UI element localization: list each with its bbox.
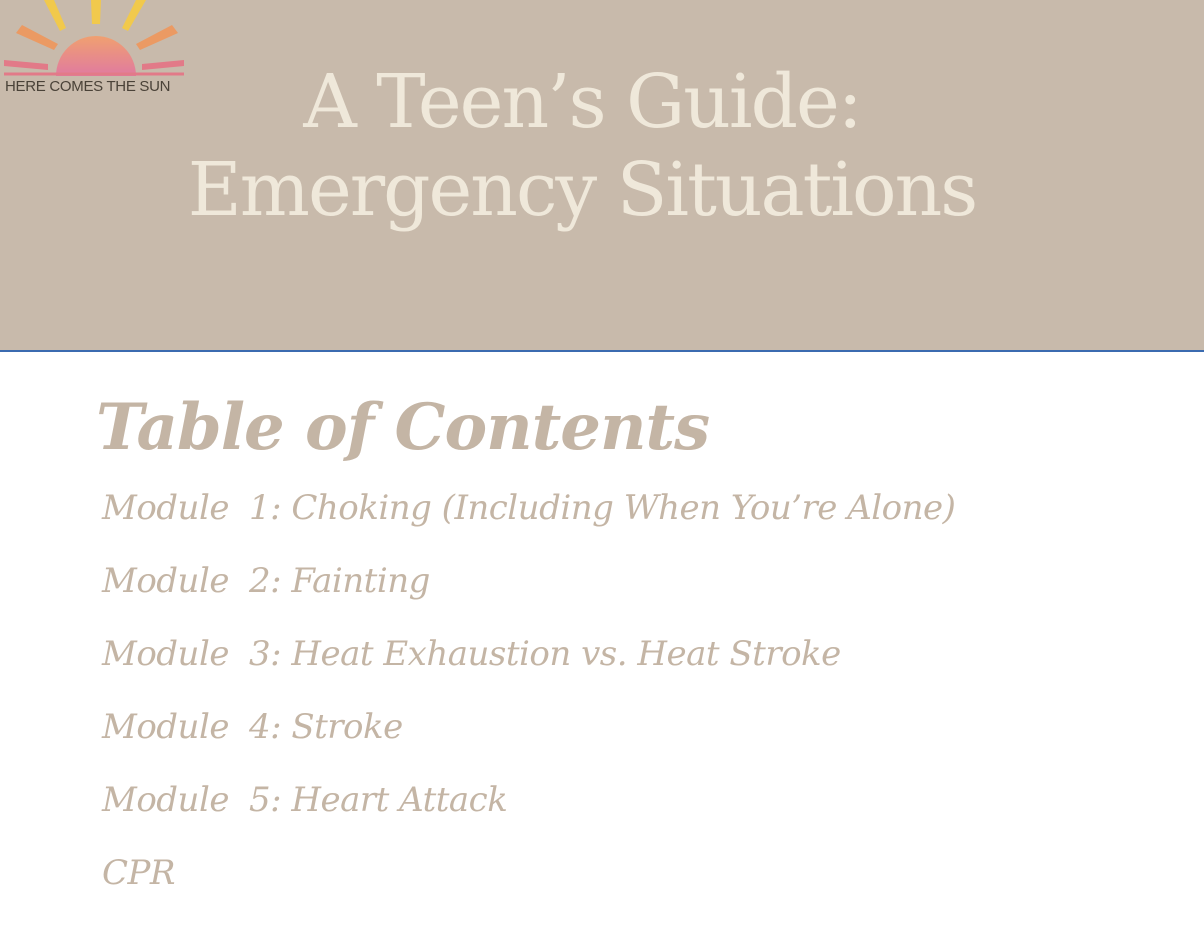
toc-item-label: Module [102, 780, 229, 820]
toc-item-text: CPR [102, 853, 175, 893]
toc-item-label: Module [102, 561, 229, 601]
logo-text: HERE COMES THE SUN [5, 78, 171, 95]
toc-item-module-4[interactable] [102, 706, 1096, 779]
toc-item-module-2[interactable] [102, 560, 1096, 633]
title-line-1: A Teen’s Guide: [303, 59, 861, 145]
toc-item-text: 4: Stroke [248, 707, 403, 747]
toc-item-text: 1: Choking (Including When You’re Alone) [248, 488, 956, 528]
toc-item-module-5[interactable] [102, 779, 1096, 852]
toc-list [96, 487, 1096, 925]
toc-item-text: 3: Heat Exhaustion vs. Heat Stroke [248, 634, 841, 674]
toc-item-label: Module [102, 488, 229, 528]
toc-item-cpr[interactable] [102, 852, 1096, 925]
toc-item-module-3[interactable] [102, 633, 1096, 706]
toc-heading: Table of Contents [96, 390, 710, 465]
toc-item-label: Module [102, 707, 229, 747]
toc-item-module-1[interactable] [102, 487, 1096, 560]
title-line-2: Emergency Situations [187, 147, 977, 233]
table-of-contents [96, 385, 1096, 925]
page-title [0, 58, 1164, 234]
toc-item-text: 5: Heart Attack [248, 780, 508, 820]
toc-item-label: Module [102, 634, 229, 674]
header-banner [0, 0, 1204, 352]
toc-item-text: 2: Fainting [248, 561, 430, 601]
